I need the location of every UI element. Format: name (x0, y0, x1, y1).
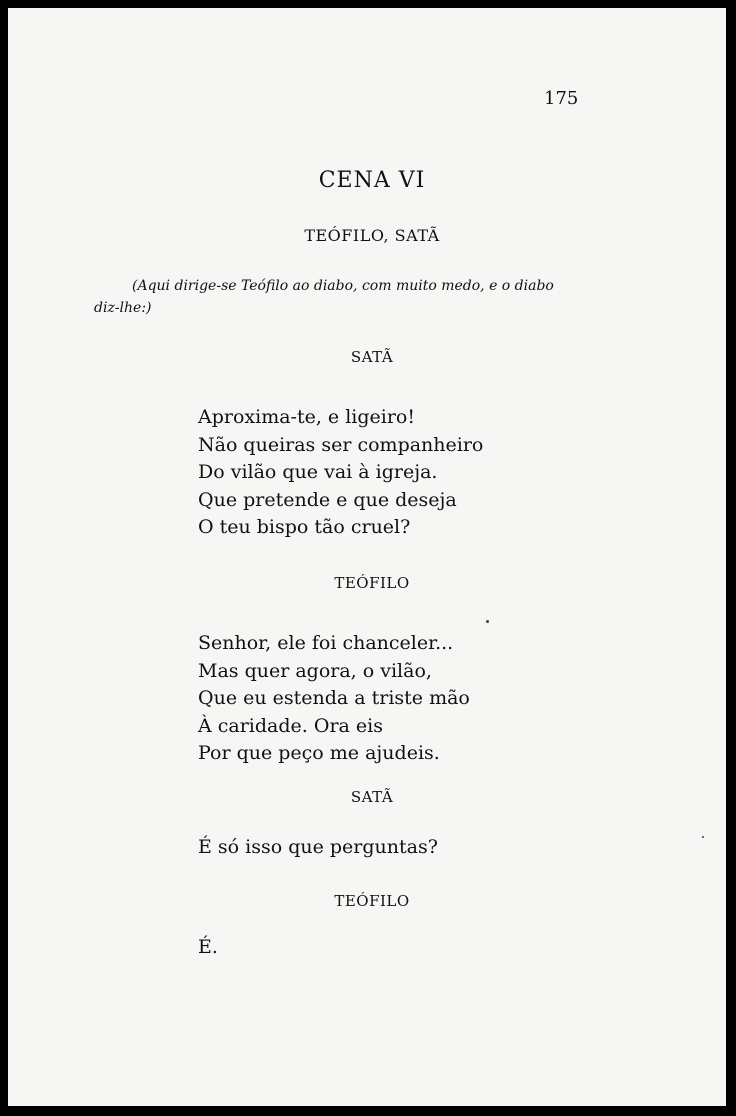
verse-line: Por que peço me ajudeis. (198, 742, 440, 764)
verse-line: Aproxima-te, e ligeiro! (198, 406, 415, 428)
scene-characters: TEÓFILO, SATÃ (304, 226, 440, 245)
verse-block (198, 834, 438, 862)
verse-block (198, 630, 470, 768)
book-page (8, 8, 726, 1106)
speaker-label: SATÃ (350, 788, 394, 806)
verse-line: Que pretende e que deseja (198, 488, 457, 511)
speaker-label: SATÃ (350, 348, 394, 366)
verse-line: À caridade. Ora eis (198, 714, 383, 737)
speaker-label: TEÓFILO (334, 892, 410, 910)
page-number: 175 (544, 88, 579, 109)
verse-line: Mas quer agora, o vilão, (198, 659, 432, 682)
speaker-label: TEÓFILO (334, 574, 410, 592)
stage-direction-line-1: (Aqui dirige-se Teófilo ao diabo, com muito medo, e o diabo (132, 278, 554, 294)
verse-line: Não queiras ser companheiro (198, 433, 484, 456)
verse-line: É. (198, 936, 218, 958)
stage-direction-line-2: diz-lhe:) (94, 300, 152, 316)
verse-line: O teu bispo tão cruel? (198, 516, 411, 538)
verse-block (198, 404, 483, 542)
scene-title: CENA VI (318, 168, 426, 193)
verse-line: Que eu estenda a triste mão (198, 687, 470, 709)
verse-line: É só isso que perguntas? (198, 836, 438, 858)
print-speck (702, 836, 704, 838)
print-speck (486, 620, 489, 623)
verse-line: Do vilão que vai à igreja. (198, 461, 438, 483)
verse-line: Senhor, ele foi chanceler... (198, 632, 454, 654)
verse-block (198, 934, 218, 962)
